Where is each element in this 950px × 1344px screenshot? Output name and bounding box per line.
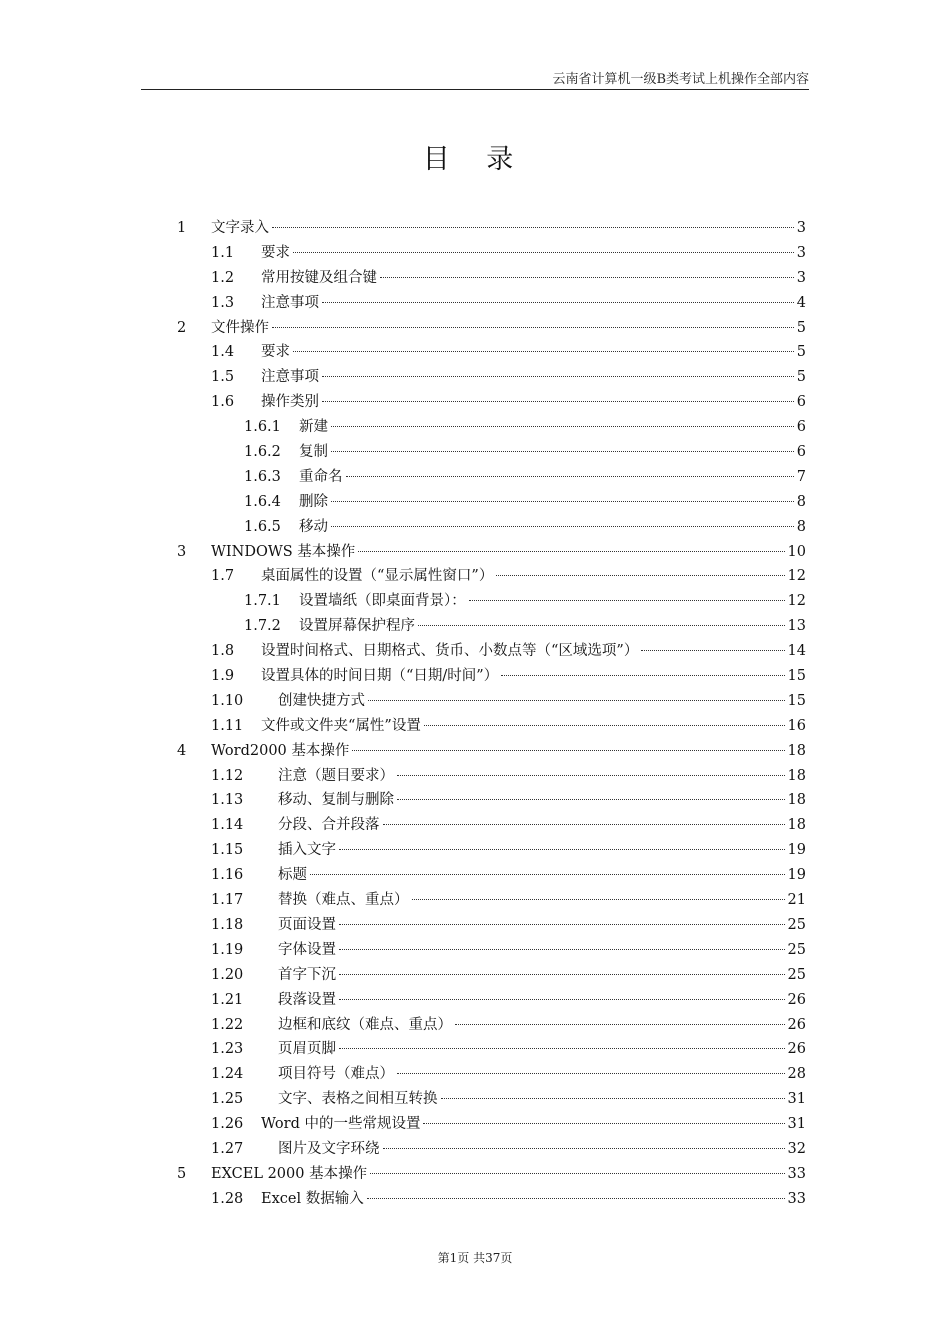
toc-entry-title[interactable]: 设置具体的时间日期（“日期/时间”）	[261, 668, 499, 685]
toc-entry-page-number: 5	[796, 319, 806, 336]
toc-entry-line	[211, 316, 806, 341]
toc-entry-title[interactable]: 字体设置	[278, 941, 336, 958]
toc-entry-title[interactable]: 项目符号（难点）	[278, 1066, 394, 1083]
toc-entry-number: 1.6.4	[244, 493, 281, 510]
toc-leader-dots	[496, 575, 784, 576]
toc-entry[interactable]	[0, 838, 950, 863]
toc-entry-line	[261, 639, 806, 664]
toc-entry[interactable]	[0, 913, 950, 938]
toc-entry-title[interactable]: 注意事项	[261, 369, 319, 386]
toc-entry-line	[278, 1037, 806, 1062]
toc-entry[interactable]	[0, 465, 950, 490]
toc-entry-page-number: 5	[796, 369, 806, 386]
toc-entry-number: 1.20	[211, 966, 244, 983]
toc-entry[interactable]	[0, 988, 950, 1013]
toc-entry-title[interactable]: 要求	[261, 344, 290, 361]
toc-leader-dots	[368, 700, 785, 701]
toc-entry-page-number: 25	[787, 916, 806, 933]
toc-entry[interactable]	[0, 440, 950, 465]
toc-entry-line	[261, 365, 806, 390]
toc-entry-number: 1.17	[211, 892, 244, 909]
toc-entry-number: 1.6.2	[244, 444, 281, 461]
toc-entry-title[interactable]: 移动、复制与删除	[278, 792, 394, 809]
toc-leader-dots	[331, 451, 794, 452]
toc-entry-number: 1.6.5	[244, 518, 281, 535]
toc-entry-line	[211, 540, 806, 565]
toc-entry-page-number: 26	[787, 1016, 806, 1033]
toc-entry-title[interactable]: 页眉页脚	[278, 1041, 336, 1058]
toc-entry-page-number: 18	[787, 817, 806, 834]
toc-entry[interactable]	[0, 241, 950, 266]
toc-entry[interactable]	[0, 390, 950, 415]
toc-entry-page-number: 18	[787, 767, 806, 784]
toc-entry[interactable]	[0, 216, 950, 241]
toc-entry-line	[278, 988, 806, 1013]
toc-entry[interactable]	[0, 415, 950, 440]
toc-entry-page-number: 18	[787, 792, 806, 809]
toc-entry[interactable]	[0, 1087, 950, 1112]
toc-entry-line	[261, 266, 806, 291]
toc-entry[interactable]	[0, 564, 950, 589]
toc-entry-number: 1.19	[211, 941, 244, 958]
toc-entry-title[interactable]: 页面设置	[278, 916, 336, 933]
toc-leader-dots	[441, 1098, 785, 1099]
toc-entry-title[interactable]: 新建	[299, 419, 328, 436]
toc-entry-line	[261, 291, 806, 316]
toc-entry-page-number: 6	[796, 444, 806, 461]
toc-entry[interactable]	[0, 266, 950, 291]
toc-entry-number: 1.8	[211, 643, 235, 660]
toc-entry-page-number: 3	[796, 244, 806, 261]
toc-entry[interactable]	[0, 340, 950, 365]
toc-entry-page-number: 3	[796, 269, 806, 286]
toc-entry-number: 1.6	[211, 394, 235, 411]
toc-entry-line	[261, 564, 806, 589]
toc-entry-title[interactable]: Word2000 基本操作	[211, 742, 350, 759]
toc-leader-dots	[339, 999, 785, 1000]
toc-entry-line	[278, 1087, 806, 1112]
toc-entry-line	[278, 788, 806, 813]
toc-leader-dots	[310, 874, 785, 875]
toc-entry-line	[278, 1013, 806, 1038]
toc-entry-line	[299, 515, 806, 540]
toc-entry-number: 1.6.1	[244, 419, 281, 436]
toc-leader-dots	[380, 277, 794, 278]
header-divider	[141, 89, 809, 90]
toc-entry-page-number: 12	[787, 568, 806, 585]
toc-entry-page-number: 8	[796, 493, 806, 510]
toc-entry-line	[211, 216, 806, 241]
toc-leader-dots	[423, 1123, 784, 1124]
toc-entry-number: 1.28	[211, 1190, 244, 1207]
toc-entry-number: 5	[177, 1165, 187, 1182]
toc-entry[interactable]	[0, 739, 950, 764]
toc-entry[interactable]	[0, 963, 950, 988]
toc-entry-title[interactable]: 桌面属性的设置（“显示属性窗口”）	[261, 568, 494, 585]
toc-leader-dots	[397, 1073, 785, 1074]
toc-entry-page-number: 5	[796, 344, 806, 361]
toc-leader-dots	[339, 974, 785, 975]
toc-leader-dots	[352, 750, 784, 751]
toc-entry-title[interactable]: 设置墙纸（即桌面背景）：	[299, 593, 466, 610]
toc-entry-page-number: 31	[787, 1091, 806, 1108]
toc-entry-page-number: 19	[787, 842, 806, 859]
toc-entry-title[interactable]: 创建快捷方式	[278, 692, 365, 709]
page-footer: 第1页 共37页	[437, 1251, 513, 1265]
toc-entry-title[interactable]: 重命名	[299, 468, 343, 485]
toc-leader-dots	[641, 650, 784, 651]
toc-leader-dots	[397, 799, 785, 800]
toc-entry-page-number: 8	[796, 518, 806, 535]
toc-leader-dots	[331, 426, 794, 427]
toc-entry[interactable]	[0, 664, 950, 689]
toc-entry[interactable]	[0, 714, 950, 739]
toc-entry-title[interactable]: 替换（难点、重点）	[278, 892, 409, 909]
toc-entry-number: 2	[177, 319, 187, 336]
toc-entry-line	[261, 714, 806, 739]
toc-entry-number: 1.25	[211, 1091, 244, 1108]
toc-entry-number: 1.11	[211, 717, 244, 734]
toc-entry[interactable]	[0, 888, 950, 913]
toc-entry-page-number: 6	[796, 394, 806, 411]
toc-entry[interactable]	[0, 291, 950, 316]
toc-entry-line	[299, 415, 806, 440]
toc-entry-number: 1.21	[211, 991, 244, 1008]
toc-entry[interactable]	[0, 589, 950, 614]
toc-entry-page-number: 13	[787, 618, 806, 635]
toc-entry[interactable]	[0, 1112, 950, 1137]
toc-entry-page-number: 33	[787, 1190, 806, 1207]
toc-entry-page-number: 28	[787, 1066, 806, 1083]
toc-leader-dots	[331, 501, 794, 502]
toc-leader-dots	[412, 899, 785, 900]
toc-leader-dots	[322, 401, 794, 402]
toc-entry[interactable]	[0, 515, 950, 540]
toc-leader-dots	[346, 476, 794, 477]
toc-entry[interactable]	[0, 1137, 950, 1162]
toc-entry-line	[278, 764, 806, 789]
toc-entry[interactable]	[0, 1187, 950, 1212]
toc-entry[interactable]	[0, 1037, 950, 1062]
toc-entry-line	[278, 963, 806, 988]
toc-entry[interactable]	[0, 1062, 950, 1087]
toc-leader-dots	[397, 775, 785, 776]
page-header-title: 云南省计算机一级B类考试上机操作全部内容	[552, 72, 809, 87]
toc-entry-line	[278, 1137, 806, 1162]
toc-entry-number: 1.12	[211, 767, 244, 784]
toc-heading: 目 录	[422, 144, 528, 175]
toc-entry-page-number: 10	[787, 543, 806, 560]
toc-leader-dots	[418, 625, 785, 626]
toc-entry[interactable]	[0, 938, 950, 963]
toc-leader-dots	[339, 924, 785, 925]
toc-entry-number: 1.22	[211, 1016, 244, 1033]
toc-entry-page-number: 32	[787, 1140, 806, 1157]
toc-entry-number: 4	[177, 742, 187, 759]
toc-entry[interactable]	[0, 614, 950, 639]
toc-entry-page-number: 7	[796, 468, 806, 485]
toc-leader-dots	[370, 1173, 784, 1174]
toc-entry-number: 1.4	[211, 344, 235, 361]
toc-entry-line	[299, 440, 806, 465]
toc-entry-number: 1.7	[211, 568, 235, 585]
toc-entry-line	[278, 863, 806, 888]
toc-entry-line	[211, 1162, 806, 1187]
toc-entry-title[interactable]: 设置屏幕保护程序	[299, 618, 415, 635]
toc-entry-title[interactable]: 插入文字	[278, 842, 336, 859]
toc-entry-title[interactable]: Excel 数据输入	[261, 1190, 364, 1207]
toc-leader-dots	[469, 600, 785, 601]
toc-entry-page-number: 4	[796, 294, 806, 311]
toc-entry-number: 1.9	[211, 668, 235, 685]
toc-entry-title[interactable]: 要求	[261, 244, 290, 261]
table-of-contents	[0, 216, 950, 1212]
toc-entry-page-number: 15	[787, 692, 806, 709]
toc-entry-number: 1.16	[211, 867, 244, 884]
toc-entry-number: 3	[177, 543, 187, 560]
toc-entry-line	[299, 465, 806, 490]
toc-entry-number: 1.13	[211, 792, 244, 809]
toc-entry-title[interactable]: 文字录入	[211, 220, 269, 236]
toc-entry-title[interactable]: 图片及文字环绕	[278, 1140, 380, 1157]
toc-entry-page-number: 6	[796, 419, 806, 436]
toc-entry-page-number: 21	[787, 892, 806, 909]
toc-entry-title[interactable]: WINDOWS 基本操作	[211, 543, 356, 560]
toc-entry-title[interactable]: 段落设置	[278, 991, 336, 1008]
toc-entry-line	[261, 340, 806, 365]
toc-entry-title[interactable]: 操作类别	[261, 394, 319, 411]
toc-entry-page-number: 15	[787, 668, 806, 685]
toc-entry-page-number: 18	[787, 742, 806, 759]
toc-leader-dots	[331, 526, 794, 527]
toc-leader-dots	[339, 849, 785, 850]
toc-entry-title[interactable]: 常用按键及组合键	[261, 269, 377, 286]
toc-entry-page-number: 16	[787, 717, 806, 734]
toc-leader-dots	[322, 376, 794, 377]
toc-entry-line	[278, 938, 806, 963]
toc-leader-dots	[322, 302, 794, 303]
toc-entry-number: 1	[177, 220, 187, 236]
toc-entry-line	[299, 614, 806, 639]
toc-entry-line	[261, 664, 806, 689]
toc-entry-number: 1.24	[211, 1066, 244, 1083]
toc-entry-page-number: 25	[787, 966, 806, 983]
toc-entry-number: 1.7.1	[244, 593, 281, 610]
toc-entry-number: 1.14	[211, 817, 244, 834]
toc-entry-number: 1.27	[211, 1140, 244, 1157]
toc-entry-title[interactable]: Word 中的一些常规设置	[261, 1116, 421, 1133]
toc-entry-line	[299, 490, 806, 515]
toc-entry-title[interactable]: 标题	[278, 867, 307, 884]
toc-entry[interactable]	[0, 639, 950, 664]
toc-entry-line	[278, 689, 806, 714]
toc-entry-title[interactable]: 文件操作	[211, 319, 269, 336]
toc-entry-page-number: 31	[787, 1116, 806, 1133]
toc-entry-title[interactable]: EXCEL 2000 基本操作	[211, 1165, 368, 1182]
toc-entry-line	[261, 390, 806, 415]
toc-entry-number: 1.5	[211, 369, 235, 386]
toc-entry-title[interactable]: 边框和底纹（难点、重点）	[278, 1016, 452, 1033]
toc-entry-line	[261, 241, 806, 266]
toc-leader-dots	[293, 351, 794, 352]
toc-entry[interactable]	[0, 788, 950, 813]
toc-entry-title[interactable]: 注意（题目要求）	[278, 767, 394, 784]
toc-entry-number: 1.23	[211, 1041, 244, 1058]
toc-entry-line	[261, 1187, 806, 1212]
toc-leader-dots	[339, 949, 785, 950]
toc-entry-page-number: 12	[787, 593, 806, 610]
toc-leader-dots	[383, 1148, 785, 1149]
toc-entry-title[interactable]: 移动	[299, 518, 328, 535]
toc-entry-number: 1.10	[211, 692, 244, 709]
toc-entry-number: 1.6.3	[244, 468, 281, 485]
toc-leader-dots	[272, 227, 794, 228]
toc-entry-page-number: 3	[796, 220, 806, 236]
toc-entry-line	[261, 1112, 806, 1137]
toc-leader-dots	[358, 551, 784, 552]
toc-entry-number: 1.3	[211, 294, 235, 311]
toc-entry-number: 1.1	[211, 244, 235, 261]
toc-entry[interactable]	[0, 316, 950, 341]
toc-entry[interactable]	[0, 490, 950, 515]
toc-entry[interactable]	[0, 365, 950, 390]
toc-entry-page-number: 26	[787, 1041, 806, 1058]
toc-entry-page-number: 19	[787, 867, 806, 884]
toc-entry-number: 1.26	[211, 1116, 244, 1133]
toc-entry-number: 1.18	[211, 916, 244, 933]
toc-entry[interactable]	[0, 1013, 950, 1038]
toc-entry-title[interactable]: 文字、表格之间相互转换	[278, 1091, 438, 1108]
toc-leader-dots	[367, 1198, 785, 1199]
toc-entry-title[interactable]: 注意事项	[261, 294, 319, 311]
toc-entry-number: 1.2	[211, 269, 235, 286]
toc-entry[interactable]	[0, 813, 950, 838]
toc-entry[interactable]	[0, 540, 950, 565]
toc-entry-title[interactable]: 复制	[299, 444, 328, 461]
toc-leader-dots	[272, 327, 794, 328]
toc-entry-title[interactable]: 设置时间格式、日期格式、货币、小数点等（“区域选项”）	[261, 643, 639, 660]
toc-entry-line	[299, 589, 806, 614]
toc-entry-title[interactable]: 首字下沉	[278, 966, 336, 983]
toc-entry-line	[278, 888, 806, 913]
toc-entry-page-number: 26	[787, 991, 806, 1008]
toc-leader-dots	[501, 675, 784, 676]
toc-entry-number: 1.15	[211, 842, 244, 859]
toc-entry-page-number: 25	[787, 941, 806, 958]
toc-leader-dots	[424, 725, 785, 726]
toc-entry-title[interactable]: 文件或文件夹“属性”设置	[261, 717, 421, 734]
toc-entry[interactable]	[0, 863, 950, 888]
toc-leader-dots	[293, 252, 794, 253]
toc-entry-line	[278, 838, 806, 863]
toc-entry[interactable]	[0, 689, 950, 714]
toc-entry-page-number: 33	[787, 1165, 806, 1182]
toc-entry-title[interactable]: 删除	[299, 493, 328, 510]
toc-entry-line	[278, 1062, 806, 1087]
toc-leader-dots	[455, 1024, 785, 1025]
toc-entry-number: 1.7.2	[244, 618, 281, 635]
toc-entry-line	[278, 813, 806, 838]
toc-entry-line	[278, 913, 806, 938]
toc-entry-line	[211, 739, 806, 764]
toc-entry-title[interactable]: 分段、合并段落	[278, 817, 380, 834]
toc-entry[interactable]	[0, 1162, 950, 1187]
toc-entry-page-number: 14	[787, 643, 806, 660]
toc-entry[interactable]	[0, 764, 950, 789]
toc-leader-dots	[383, 824, 785, 825]
toc-leader-dots	[339, 1048, 785, 1049]
